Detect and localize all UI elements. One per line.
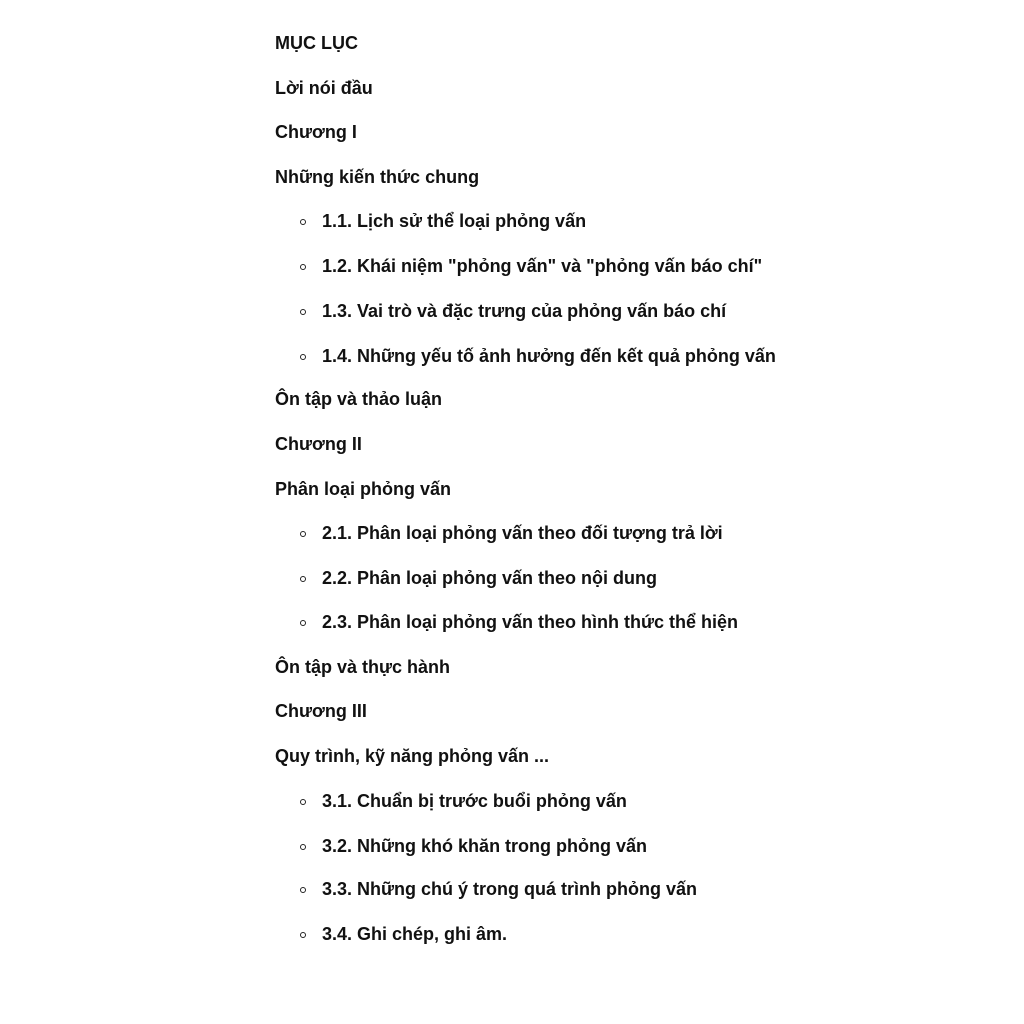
chapter-2-label[interactable]: Chương II — [275, 434, 362, 454]
circle-bullet-icon — [300, 576, 306, 582]
toc-subitem[interactable] — [322, 300, 726, 322]
toc-subitem[interactable] — [322, 790, 627, 812]
circle-bullet-icon — [300, 531, 306, 537]
toc-title: MỤC LỤC — [275, 33, 358, 53]
toc-subitem[interactable] — [322, 835, 647, 857]
circle-bullet-icon — [300, 354, 306, 360]
chapter-1-heading[interactable]: Những kiến thức chung — [275, 167, 480, 187]
circle-bullet-icon — [300, 309, 306, 315]
toc-subitem[interactable] — [322, 567, 657, 589]
toc-subitem-label: 2.3. Phân loại phỏng vấn theo hình thức thể hiện — [322, 612, 739, 632]
circle-bullet-icon — [300, 932, 306, 938]
toc-subitem-label: 3.2. Những khó khăn trong phỏng vấn — [322, 836, 648, 856]
circle-bullet-icon — [300, 844, 306, 850]
circle-bullet-icon — [300, 219, 306, 225]
toc-subitem-label: 1.3. Vai trò và đặc trưng của phỏng vấn báo chí — [322, 301, 727, 321]
chapter-3-label[interactable]: Chương III — [275, 701, 367, 721]
toc-subitem-label: 3.4. Ghi chép, ghi âm. — [322, 924, 508, 944]
toc-entry-preface[interactable]: Lời nói đầu — [275, 78, 373, 98]
chapter-3-heading[interactable]: Quy trình, kỹ năng phỏng vấn ... — [275, 746, 550, 766]
circle-bullet-icon — [300, 887, 306, 893]
circle-bullet-icon — [300, 799, 306, 805]
chapter-2-review[interactable]: Ôn tập và thực hành — [275, 657, 451, 677]
toc-subitem[interactable] — [322, 611, 738, 633]
toc-subitem-label: 3.1. Chuẩn bị trước buổi phỏng vấn — [322, 791, 627, 811]
toc-subitem[interactable] — [322, 345, 776, 367]
toc-subitem-label: 3.3. Những chú ý trong quá trình phỏng vấn — [322, 879, 698, 899]
circle-bullet-icon — [300, 264, 306, 270]
toc-subitem-label: 1.1. Lịch sử thể loại phỏng vấn — [322, 211, 587, 231]
toc-subitem[interactable] — [322, 255, 762, 277]
toc-subitem-label: 1.4. Những yếu tố ảnh hưởng đến kết quả phỏng vấn — [322, 346, 776, 366]
toc-subitem[interactable] — [322, 878, 697, 900]
toc-subitem[interactable] — [322, 522, 723, 544]
toc-subitem[interactable] — [322, 923, 507, 945]
toc-subitem-label: 2.2. Phân loại phỏng vấn theo nội dung — [322, 568, 658, 588]
chapter-1-review[interactable]: Ôn tập và thảo luận — [275, 389, 443, 409]
chapter-2-heading[interactable]: Phân loại phỏng vấn — [275, 479, 452, 499]
toc-subitem-label: 1.2. Khái niệm "phỏng vấn" và "phỏng vấn báo chí" — [322, 256, 763, 276]
toc-subitem[interactable] — [322, 210, 586, 232]
circle-bullet-icon — [300, 620, 306, 626]
toc-subitem-label: 2.1. Phân loại phỏng vấn theo đối tượng trả lời — [322, 523, 723, 543]
chapter-1-label[interactable]: Chương I — [275, 122, 357, 142]
